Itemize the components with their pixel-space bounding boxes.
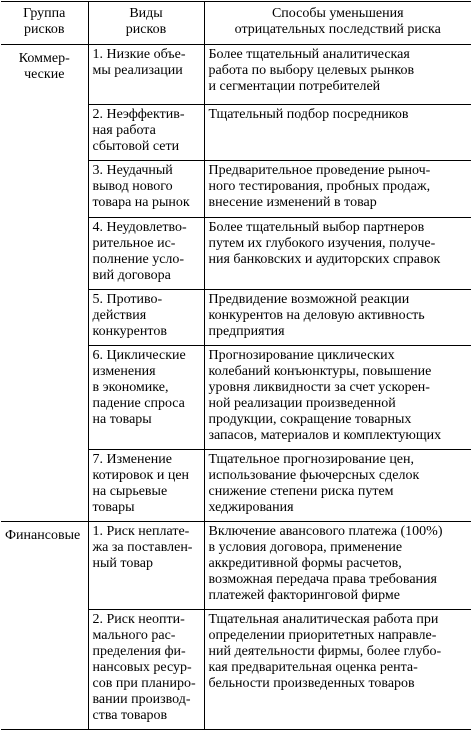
method-cell: Более тщательный аналитическая работа по выбору целевых рынков и сегментации потребителей bbox=[204, 45, 471, 105]
risk-cell: 1. Риск неплате- жа за поставлен- ный товар bbox=[88, 522, 204, 610]
risk-cell: 4. Неудовлетво- рительное ис- полнение усло- вий договора bbox=[88, 218, 204, 290]
method-cell: Тщательное прогнозирование цен, использование фьючерсных сделок снижение степени риска путем хеджирования bbox=[204, 450, 471, 522]
risk-cell: 7. Изменение котировок и цен на сырьевые товары bbox=[88, 450, 204, 522]
method-cell: Прогнозирование циклических колебаний конъюнктуры, повышение уровня ликвидности за счет ускорен- ной реализации произведенной продукции, сокращение товарных запасов, материалов и комплектующих bbox=[204, 346, 471, 450]
group-financial: Финансовые bbox=[1, 522, 88, 730]
risk-cell: 1. Низкие объе- мы реализации bbox=[88, 45, 204, 105]
risk-cell: 3. Неудачный вывод нового товара на рынок bbox=[88, 161, 204, 218]
risk-cell: 2. Риск неопти- мального рас- пределения фи- нансовых ресур- сов при планиро- вании производ- ства товаров bbox=[88, 610, 204, 730]
group-commercial: Коммер- ческие bbox=[18, 51, 70, 82]
method-cell: Более тщательный выбор партнеров путем их глубокого изучения, получе- ния банковских и аудиторских справок bbox=[204, 218, 471, 290]
method-cell: Предварительное проведение рыноч- ного тестирования, пробных продаж, внесение изменений в товар bbox=[204, 161, 471, 218]
table-header-row bbox=[1, 2, 471, 45]
risk-cell: 2. Неэффектив- ная работа сбытовой сети bbox=[88, 105, 204, 161]
table-row bbox=[1, 45, 471, 105]
risk-cell: 6. Циклические изменения в экономике, падение спроса на товары bbox=[88, 346, 204, 450]
method-cell: Тщательная аналитическая работа при определении приоритетных направле- ний деятельности фирмы, более глубо- кая предварительная оценка рента- бельности произведенных товаров bbox=[204, 610, 471, 730]
method-cell: Предвидение возможной реакции конкурентов на деловую активность предприятия bbox=[204, 290, 471, 346]
table-row bbox=[1, 522, 471, 610]
method-cell: Тщательный подбор посредников bbox=[204, 105, 471, 161]
risk-table bbox=[1, 1, 471, 730]
header-risk-group: Группа рисков bbox=[1, 2, 88, 45]
method-cell: Включение авансового платежа (100%) в условия договора, применение аккредитивной формы расчетов, возможная передача права требования платежей факторинговой фирме bbox=[204, 522, 471, 610]
header-risk-types: Виды рисков bbox=[88, 2, 204, 45]
risk-table-frame bbox=[1, 1, 471, 750]
header-mitigation-methods: Способы уменьшения отрицательных последствий риска bbox=[204, 2, 471, 45]
risk-cell: 5. Противо- действия конкурентов bbox=[88, 290, 204, 346]
